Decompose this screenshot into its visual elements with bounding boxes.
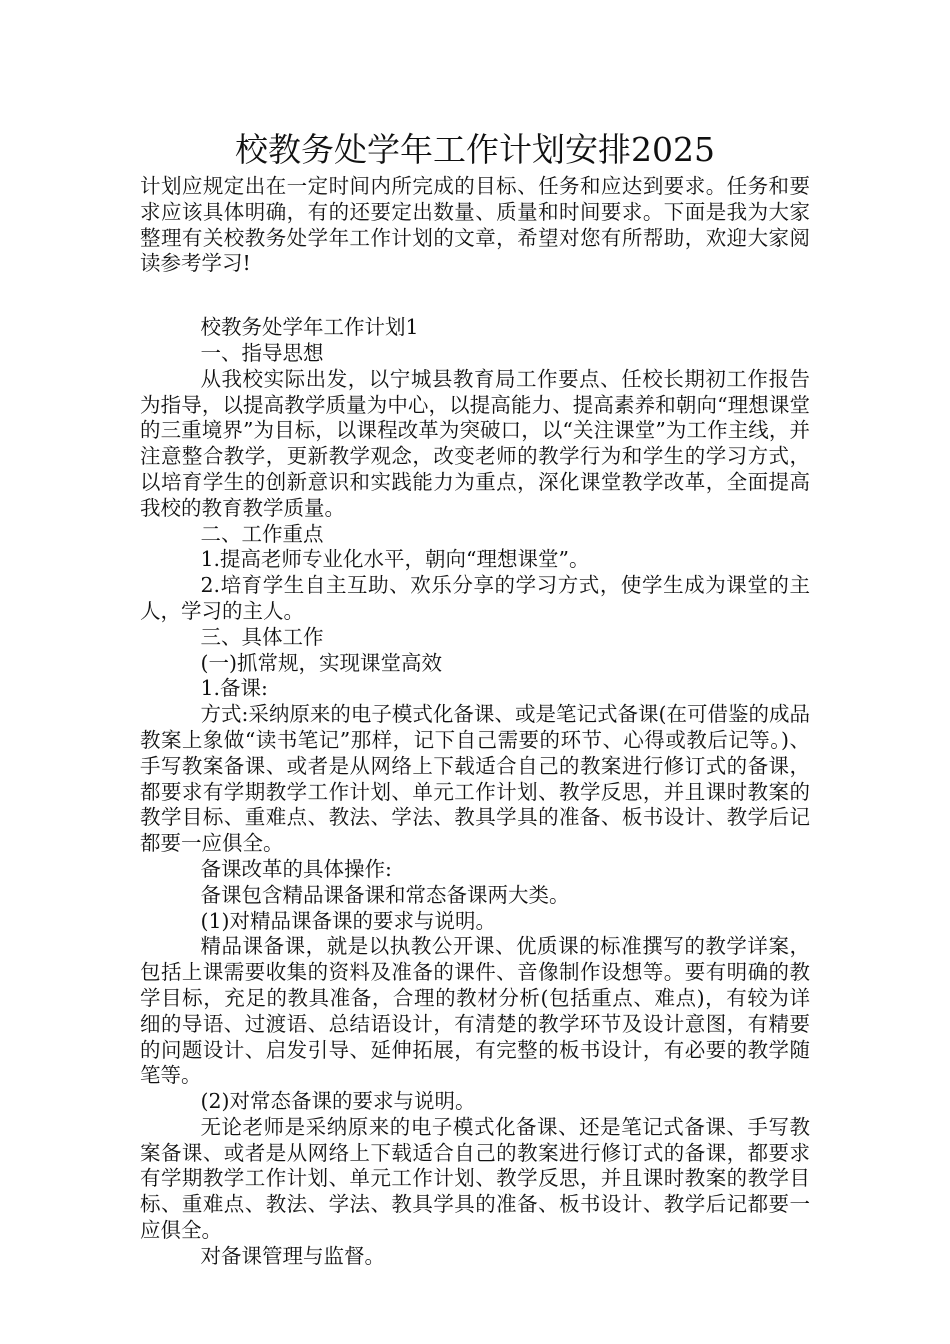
document-body <box>140 174 810 1270</box>
subheading: (1)对精品课备课的要求与说明。 <box>200 908 497 933</box>
paragraph: 精品课备课，就是以执教公开课、优质课的标准撰写的教学详案，包括上课需要收集的资料及准备的课件、音像制作设想等。要有明确的教学目标，充足的教具准备，合理的教材分析(包括重点、难点)，有较为详细的导语、过渡语、总结语设计，有清楚的教学环节及设计意图，有精要的问题设计、启发引导、延伸拓展，有完整的板书设计，有必要的教学随笔等。 <box>140 934 810 1088</box>
paragraph: 无论老师是采纳原来的电子模式化备课、还是笔记式备课、手写教案备课、或者是从网络上下载适合自己的教案进行修订式的备课，都要求有学期教学工作计划、单元工作计划、教学反思，并且课时教案的教学目标、重难点、教法、学法、教具学具的准备、板书设计、教学后记都要一应俱全。 <box>140 1114 810 1243</box>
subheading: (2)对常态备课的要求与说明。 <box>200 1089 476 1114</box>
intro-paragraph: 计划应规定出在一定时间内所完成的目标、任务和应达到要求。任务和要求应该具体明确，有的还要定出数量、质量和时间要求。下面是我为大家整理有关校教务处学年工作计划的文章，希望对您有所帮助，欢迎大家阅读参考学习! <box>140 174 810 276</box>
paragraph: 备课改革的具体操作: <box>200 856 392 881</box>
list-item: 1.提高老师专业化水平，朝向“理想课堂”。 <box>200 547 590 572</box>
paragraph-spacer <box>140 277 810 315</box>
subheading: (一)抓常规，实现课堂高效 <box>200 650 442 675</box>
heading-guiding-ideology: 一、指导思想 <box>200 340 324 365</box>
paragraph: 备课包含精品课备课和常态备课两大类。 <box>200 882 570 907</box>
heading-work-focus: 二、工作重点 <box>200 521 324 546</box>
paragraph-method: 方式:采纳原来的电子模式化备课、或是笔记式备课(在可借鉴的成品教案上象做“读书笔记”那样，记下自己需要的环节、心得或教后记等。)、手写教案备课、或者是从网络上下载适合自己的教案进行修订式的备课，都要求有学期教学工作计划、单元工作计划、教学反思，并且课时教案的教学目标、重难点、教法、学法、教具学具的准备、板书设计、教学后记都要一应俱全。 <box>140 702 810 856</box>
document-title: 校教务处学年工作计划安排2025 <box>235 130 715 169</box>
paragraph: 对备课管理与监督。 <box>200 1243 385 1268</box>
list-item: 2.培育学生自主互助、欢乐分享的学习方式，使学生成为课堂的主人，学习的主人。 <box>140 573 810 623</box>
subheading: 1.备课: <box>200 676 268 701</box>
section-title: 校教务处学年工作计划1 <box>200 315 419 340</box>
document-page <box>140 126 810 1270</box>
paragraph-guiding-ideology: 从我校实际出发，以宁城县教育局工作要点、任校长期初工作报告为指导，以提高教学质量为中心，以提高能力、提高素养和朝向“理想课堂的三重境界”为目标，以课程改革为突破口，以“关注课堂”为工作主线，并注意整合教学，更新教学观念，改变老师的教学行为和学生的学习方式，以培育学生的创新意识和实践能力为重点，深化课堂教学改革，全面提高我校的教育教学质量。 <box>140 366 810 520</box>
heading-specific-work: 三、具体工作 <box>200 624 324 649</box>
